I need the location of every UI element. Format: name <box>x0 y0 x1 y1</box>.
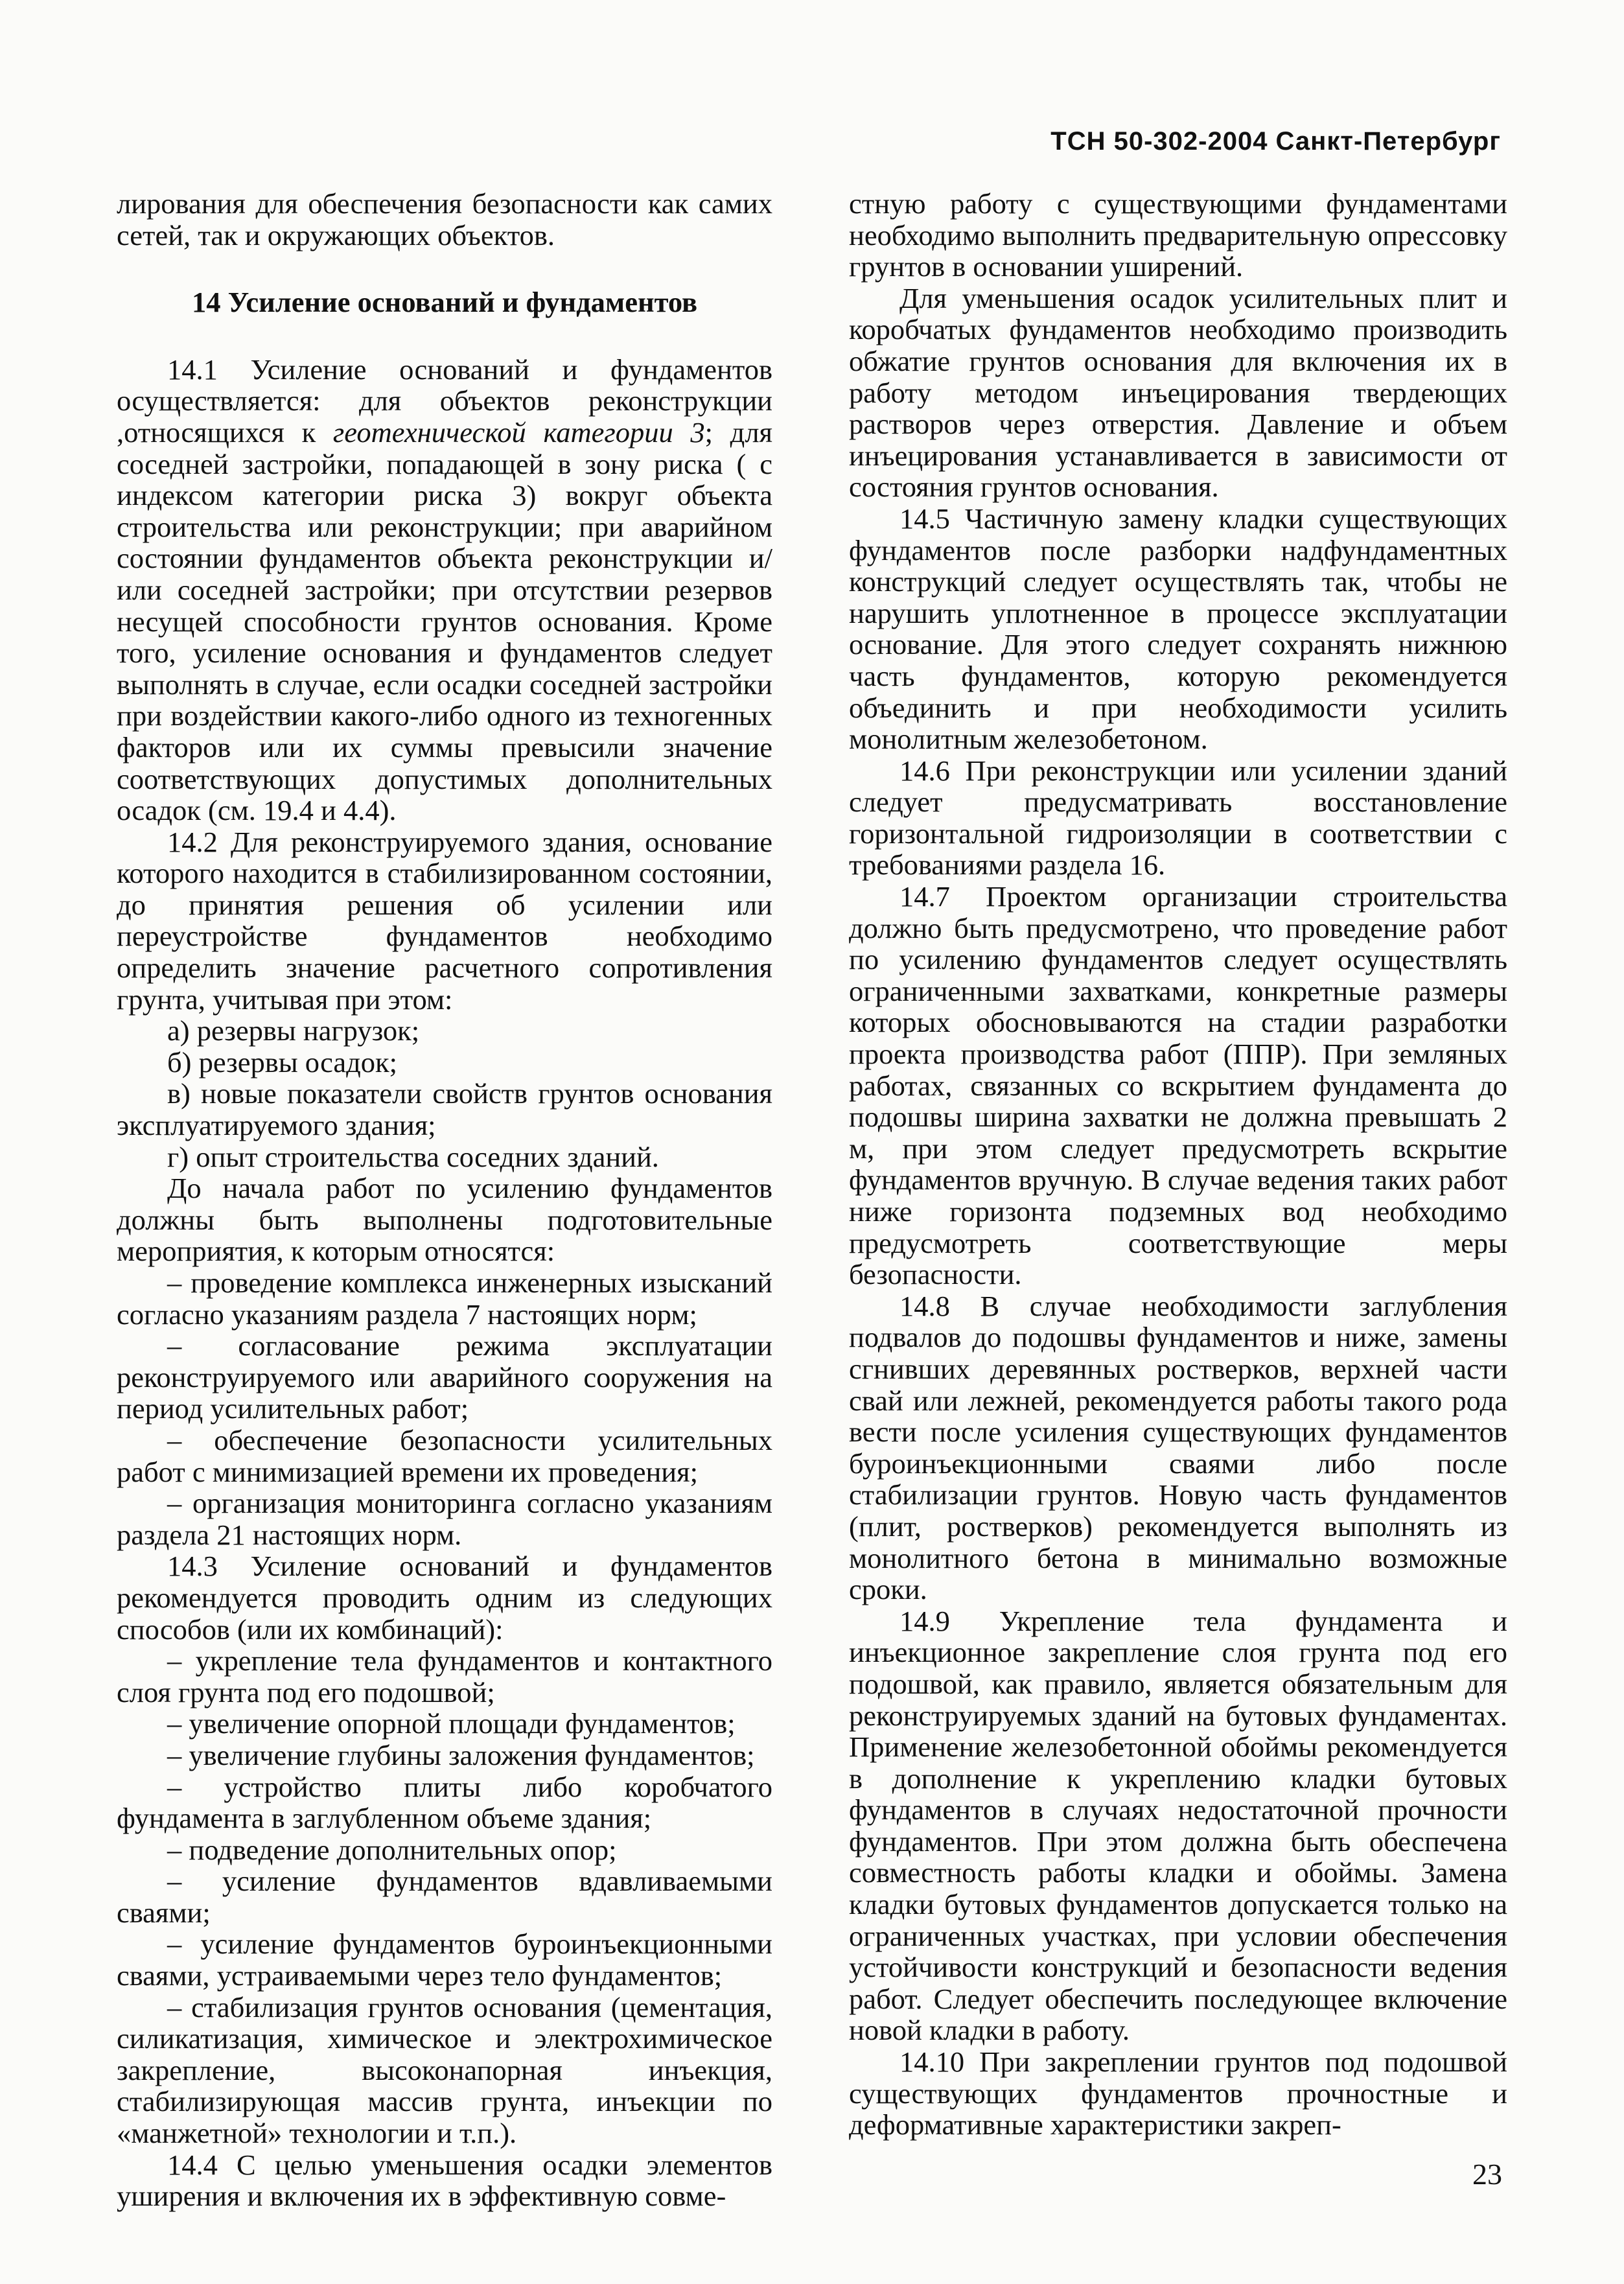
method-item-6: – усиление фундаментов вдавливаемыми сваями; <box>117 1865 772 1929</box>
list-item-b: б) резервы осадок; <box>167 1045 398 1078</box>
page-number: 23 <box>1472 2158 1502 2191</box>
left-column <box>117 188 772 2212</box>
paragraph-14-3: 14.3 Усиление оснований и фундаментов рекомендуется проводить одним из следующих способов (или их комбинаций): <box>117 1550 772 1646</box>
paragraph-14-6: 14.6 При реконструкции или усилении зданий следует предусматривать восстановление горизонтальной гидроизоляции в соответствии с требованиями раздела 16. <box>849 754 1507 881</box>
method-item-4: – устройство плиты либо коробчатого фундамента в заглубленном объеме здания; <box>117 1770 772 1835</box>
paragraph-14-1-italic: геотехнической категории 3 <box>332 415 705 449</box>
paragraph-continuation: лирования для обеспечения безопасности как самих сетей, так и окружающих объектов. <box>117 187 772 251</box>
paragraph-14-1 <box>117 354 772 826</box>
section-title: 14 Усиление оснований и фундаментов <box>191 286 698 319</box>
preparation-item-4: – организация мониторинга согласно указаниям раздела 21 настоящих норм. <box>117 1487 772 1551</box>
paragraph-14-5: 14.5 Частичную замену кладки существующих фундаментов после разборки надфундаментных конструкций следует осуществлять так, чтобы не нарушить уплотненное в процессе эксплуатации основание. Для этого следует сохранять нижнюю часть фундаментов, которую рекомендуется объединить и при необходимости усилить монолитным железобетоном. <box>849 502 1507 756</box>
paragraph-14-4: 14.4 С целью уменьшения осадки элементов уширения и включения их в эффективную совме- <box>117 2148 772 2213</box>
method-item-2: – увеличение опорной площади фундаментов; <box>167 1707 736 1740</box>
preparation-item-2: – согласование режима эксплуатации реконструируемого или аварийного сооружения на период усилительных работ; <box>117 1329 772 1425</box>
method-item-5: – подведение дополнительных опор; <box>167 1833 617 1866</box>
paragraph-14-9: 14.9 Укрепление тела фундамента и инъекционное закрепление слоя грунта под его подошвой, как правило, является обязательным для реконструируемых зданий на бутовых фундаментах. Применение железобетонной обоймы рекомендуется в дополнение к укреплению кладки бутовых фундаментов в случаях недостаточной прочности фундаментов. При этом должна быть обеспечена совместность работы кладки и обоймы. Замена кладки бутовых фундаментов допускается только на ограниченных участках, при условии обеспечения устойчивости конструкций и безопасности ведения работ. Следует обеспечить последующее включение новой кладки в работу. <box>849 1604 1507 2047</box>
paragraph-14-7: 14.7 Проектом организации строительства должно быть предусмотрено, что проведение работ по усилению фундаментов следует осуществлять ограниченными захватками, конкретные размеры которых обосновываются на стадии разработки проекта производства работ (ППР). При земляных работах, связанных со вскрытием фундамента до подошвы ширина захватки не должна превышать 2 м, при этом следует предусмотреть вскрытие фундаментов вручную. В случае ведения таких работ ниже горизонта подземных вод необходимо предусмотреть соответствующие меры безопасности. <box>849 880 1507 1291</box>
paragraph-14-10: 14.10 При закреплении грунтов под подошвой существующих фундаментов прочностные и деформативные характеристики закреп- <box>849 2045 1507 2141</box>
method-item-3: – увеличение глубины заложения фундаментов; <box>167 1738 755 1771</box>
paragraph-14-4-continuation: стную работу с существующими фундаментами необходимо выполнить предварительную опрессовку грунтов в основании уширений. <box>849 187 1507 283</box>
preparation-item-3: – обеспечение безопасности усилительных работ с минимизацией времени их проведения; <box>117 1423 772 1488</box>
paragraph-14-1-text-a: 14.1 Усиление оснований и фундаментов осуществляется: для объектов реконструкции ,относящихся к <box>117 353 772 449</box>
paragraph-preparation: До начала работ по усилению фундаментов должны быть выполнены подготовительные мероприятия, к которым относятся: <box>117 1172 772 1268</box>
paragraph-14-8: 14.8 В случае необходимости заглубления подвалов до подошвы фундаментов и ниже, замены сгнивших деревянных ростверков, верхней части свай или лежней, рекомендуется работы такого рода вести после усиления существующих фундаментов буроинъекционными сваями либо после стабилизации грунтов. Новую часть фундаментов (плит, ростверков) рекомендуется выполнять из монолитного бетона в минимально возможные сроки. <box>849 1289 1507 1606</box>
preparation-item-1: – проведение комплекса инженерных изысканий согласно указаниям раздела 7 настоящих норм; <box>117 1266 772 1331</box>
method-item-8: – стабилизация грунтов основания (цементация, силикатизация, химическое и электрохимическое закрепление, высоконапорная инъекция, стабилизирующая массив грунта, инъекции по «манжетной» технологии и т.п.). <box>117 1990 772 2150</box>
running-header: ТСН 50-302-2004 Санкт-Петербург <box>1050 127 1501 156</box>
method-item-7: – усиление фундаментов буроинъекционными сваями, устраиваемыми через тело фундаментов; <box>117 1928 772 1992</box>
right-column <box>849 188 1507 2141</box>
list-item-c: в) новые показатели свойств грунтов основания эксплуатируемого здания; <box>117 1077 772 1142</box>
paragraph-14-2: 14.2 Для реконструируемого здания, основание которого находится в стабилизированном состоянии, до принятия решения об усилении или переустройстве фундаментов необходимо определить значение расчетного сопротивления грунта, учитывая при этом: <box>117 825 772 1016</box>
list-item-d: г) опыт строительства соседних зданий. <box>167 1140 659 1173</box>
paragraph-14-1-text-c: ; для соседней застройки, попадающей в зону риска ( с индексом категории риска 3) вокруг объекта строительства или реконструкции; при аварийном состоянии фундаментов объекта реконструкции и/или соседней застройки; при отсутствии резервов несущей способности грунтов основания. Кроме того, усиление основания и фундаментов следует выполнять в случае, если осадки соседней застройки при воздействии какого-либо одного из техногенных факторов или их суммы превысили значение соответствующих допустимых дополнительных осадок (см. 19.4 и 4.4). <box>117 415 773 827</box>
list-item-a: а) резервы нагрузок; <box>167 1014 420 1047</box>
paragraph-plates: Для уменьшения осадок усилительных плит и коробчатых фундаментов необходимо производить обжатие грунтов основания для включения их в работу методом инъецирования твердеющих растворов через отверстия. Давление и объем инъецирования устанавливается в зависимости от состояния грунтов основания. <box>849 281 1507 504</box>
method-item-1: – укрепление тела фундаментов и контактного слоя грунта под его подошвой; <box>117 1644 772 1708</box>
